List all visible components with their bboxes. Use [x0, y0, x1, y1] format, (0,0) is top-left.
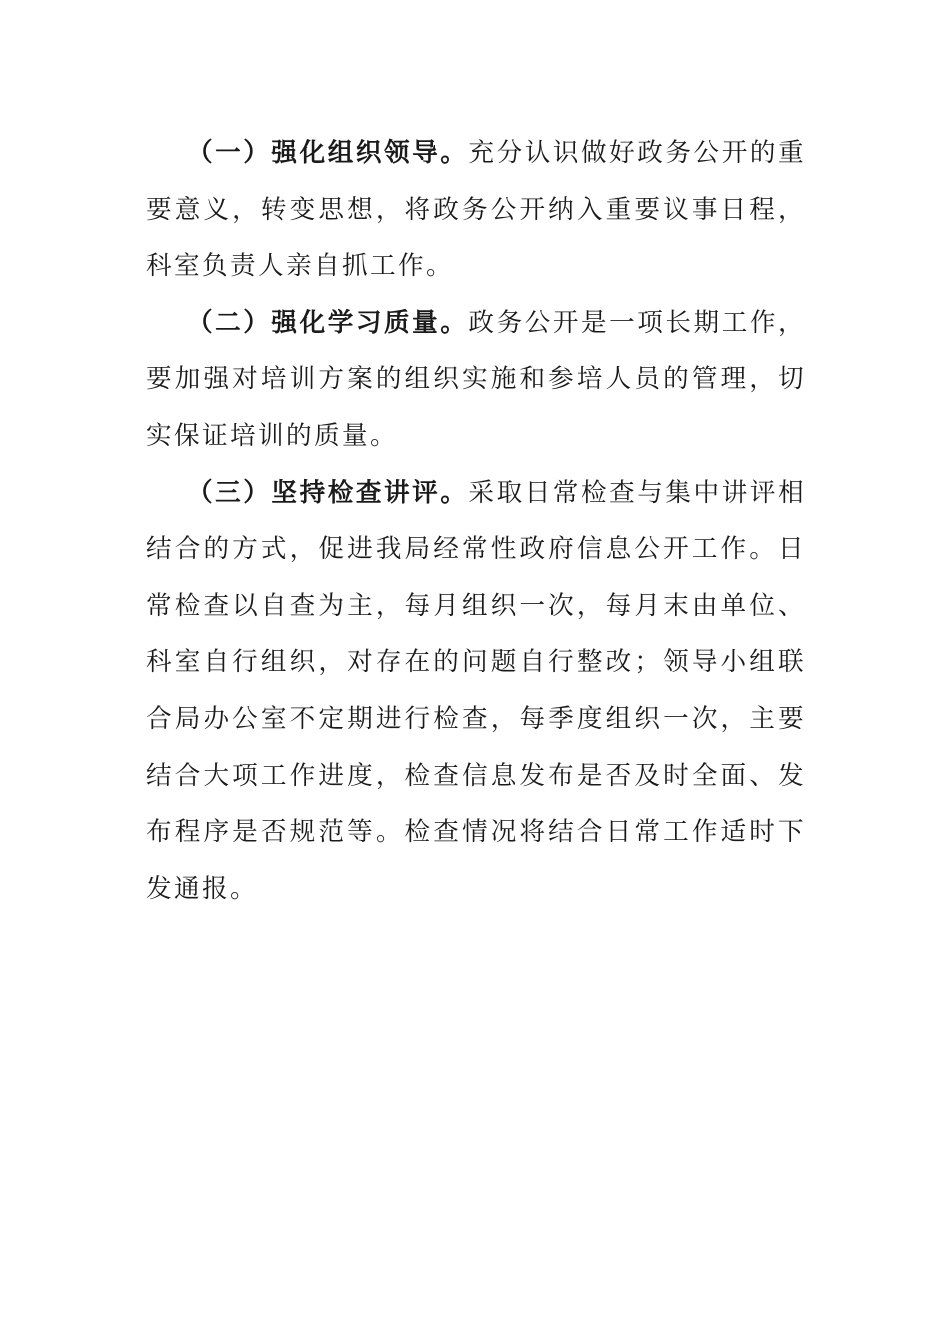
paragraph-text: 政务公开是一项长期工作，要加强对培训方案的组织实施和参培人员的管理，切实保证培训的质量。: [146, 307, 806, 451]
document-body: [146, 125, 806, 917]
paragraph-heading: （三）坚持检查讲评。: [187, 477, 469, 508]
paragraph-heading: （一）强化组织领导。: [187, 138, 469, 168]
paragraph-text: 采取日常检查与集中讲评相结合的方式，促进我局经常性政府信息公开工作。日常检查以自查为主，每月组织一次，每月末由单位、科室自行组织，对存在的问题自行整改；领导小组联合局办公室不定期进行检查，每季度组织一次，主要结合大项工作进度，检查信息发布是否及时全面、发布程序是否规范等。检查情况将结合日常工作适时下发通报。: [146, 477, 806, 904]
paragraph-text: 充分认识做好政务公开的重要意义，转变思想，将政务公开纳入重要议事日程，科室负责人亲自抓工作。: [146, 138, 806, 282]
paragraph-heading: （二）强化学习质量。: [187, 307, 469, 338]
paragraph-inspection-review: [146, 465, 806, 918]
paragraph-learning-quality: [146, 295, 806, 465]
paragraph-organization-leadership: [146, 125, 806, 295]
